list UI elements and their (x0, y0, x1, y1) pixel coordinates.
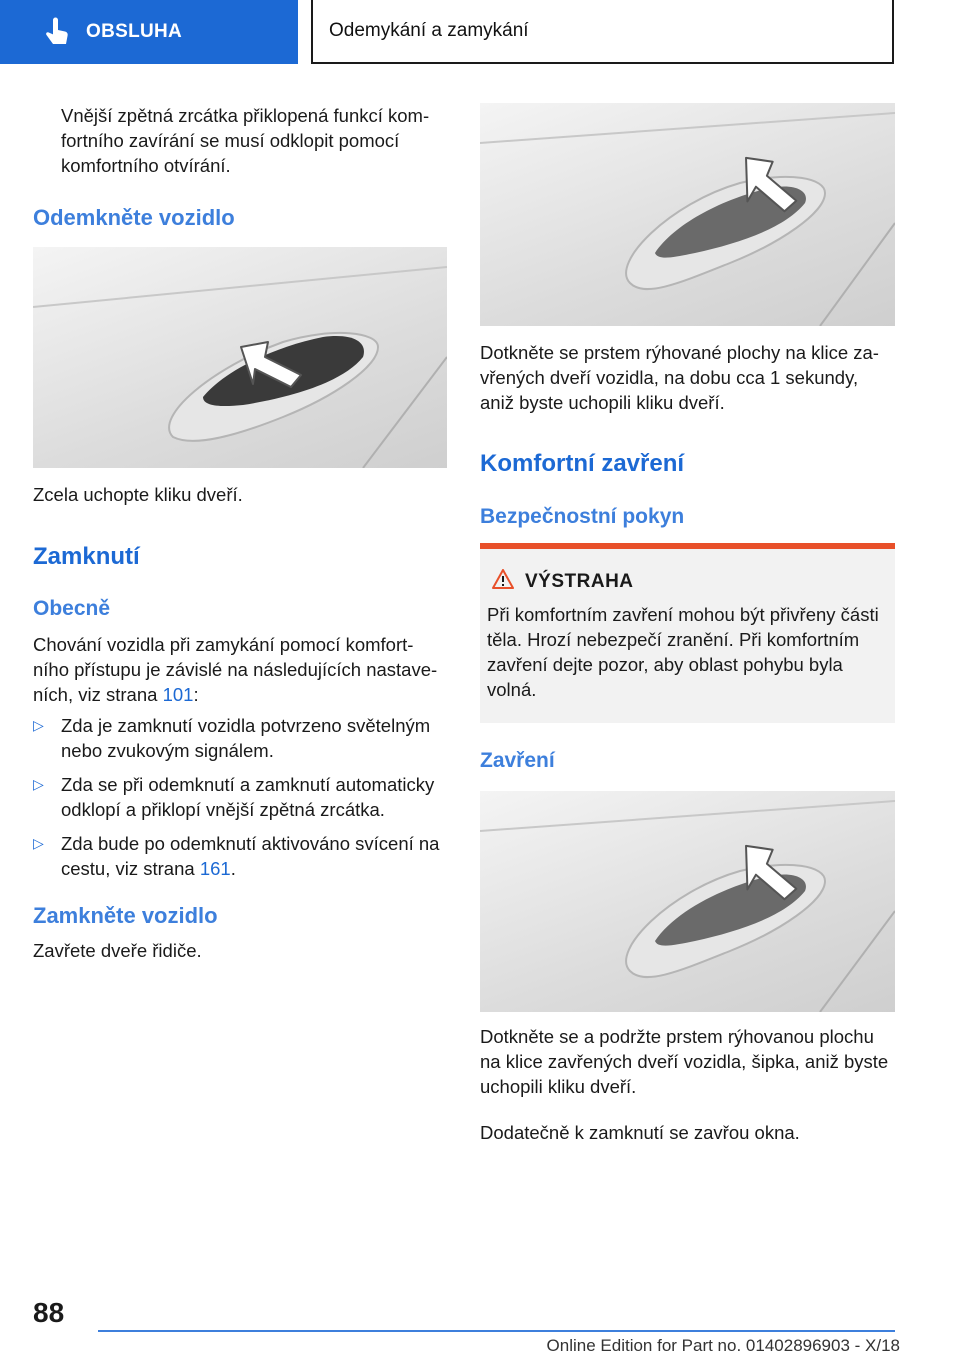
general-heading: Obecně (33, 597, 111, 620)
door-handle-image-touch (480, 103, 895, 326)
hold-line: Dotkněte se a podržte prstem rýhovanou plochu (480, 1026, 874, 1047)
hand-pointer-icon (40, 15, 74, 49)
chapter-title: Odemykání a zamykání (311, 0, 894, 64)
unlock-caption: Zcela uchopte kliku dveří. (33, 484, 243, 505)
bullet-line: Zda bude po odemknutí aktivováno svícení na (61, 833, 440, 854)
general-line: Chování vozidla při zamykání pomocí komfort- (33, 634, 414, 655)
warning-title: VÝSTRAHA (525, 571, 634, 592)
general-line (33, 682, 447, 707)
text: . (230, 858, 236, 879)
unlock-heading: Odemkněte vozidlo (33, 205, 235, 230)
intro-paragraph (61, 103, 451, 178)
triangle-bullet-icon: ▷ (33, 835, 44, 851)
bullet-line: Zda je zamknutí vozidla potvrzeno světelným (61, 715, 431, 736)
warning-line: zavření dejte pozor, aby oblast pohybu byla (487, 654, 843, 675)
door-handle-image-hold (480, 791, 895, 1012)
edition-text: Online Edition for Part no. 01402896903 - X/18 (546, 1336, 900, 1355)
bullet-line (61, 856, 453, 881)
text: cestu, viz strana (61, 858, 200, 879)
intro-line: Vnější zpětná zrcátka přiklopená funkcí kom- (61, 105, 430, 126)
text: ních, viz strana (33, 684, 163, 705)
warning-line: volná. (487, 679, 537, 700)
comfort-close-heading: Komfortní zavření (480, 450, 685, 477)
triangle-bullet-icon: ▷ (33, 717, 44, 733)
hold-line: uchopili kliku dveří. (480, 1076, 637, 1097)
section-tab[interactable] (0, 0, 298, 64)
warning-box (480, 543, 895, 723)
page-number: 88 (33, 1297, 65, 1328)
list-item (33, 831, 453, 881)
close-heading: Zavření (480, 749, 555, 772)
triangle-bullet-icon: ▷ (33, 776, 44, 792)
section-label: OBSLUHA (86, 21, 183, 42)
bullet-line: odklopí a přiklopí vnější zpětná zrcátka. (61, 799, 385, 820)
touch-paragraph (480, 340, 900, 415)
lock-heading: Zamknutí (33, 543, 140, 570)
touch-line: aniž byste uchopili kliku dveří. (480, 392, 725, 413)
bullet-line: Zda se při odemknutí a zamknutí automaticky (61, 774, 435, 795)
list-item (33, 713, 453, 763)
warning-line: Při komfortním zavření mohou být přivřeny části (487, 604, 879, 625)
warning-line: těla. Hrozí nebezpečí zranění. Při komfortním (487, 629, 860, 650)
general-paragraph (33, 632, 447, 707)
page-link-101[interactable]: 101 (162, 684, 194, 705)
touch-line: Dotkněte se prstem rýhované plochy na klice za- (480, 342, 879, 363)
intro-line: fortního zavírání se musí odklopit pomocí (61, 130, 400, 151)
hold-paragraph (480, 1024, 900, 1099)
page-link-161[interactable]: 161 (199, 858, 231, 879)
warning-text (487, 602, 897, 702)
general-line: ního přístupu je závislé na následujících nastave- (33, 659, 438, 680)
lock-vehicle-heading: Zamkněte vozidlo (33, 903, 218, 928)
footer-divider (98, 1330, 895, 1332)
warning-bar (480, 543, 895, 549)
door-handle-image-grip (33, 247, 447, 468)
hold-line: na klice zavřených dveří vozidla, šipka, aniž byste (480, 1051, 889, 1072)
touch-line: vřených dveří vozidla, na dobu cca 1 sekundy, (480, 367, 859, 388)
safety-heading: Bezpečnostní pokyn (480, 505, 685, 528)
text: : (193, 684, 199, 705)
bullet-line: nebo zvukovým signálem. (61, 740, 274, 761)
windows-text: Dodatečně k zamknutí se zavřou okna. (480, 1122, 800, 1143)
lock-vehicle-text: Zavřete dveře řidiče. (33, 940, 202, 961)
warning-triangle-icon (492, 569, 514, 589)
intro-line: komfortního otvírání. (61, 155, 231, 176)
list-item (33, 772, 453, 822)
